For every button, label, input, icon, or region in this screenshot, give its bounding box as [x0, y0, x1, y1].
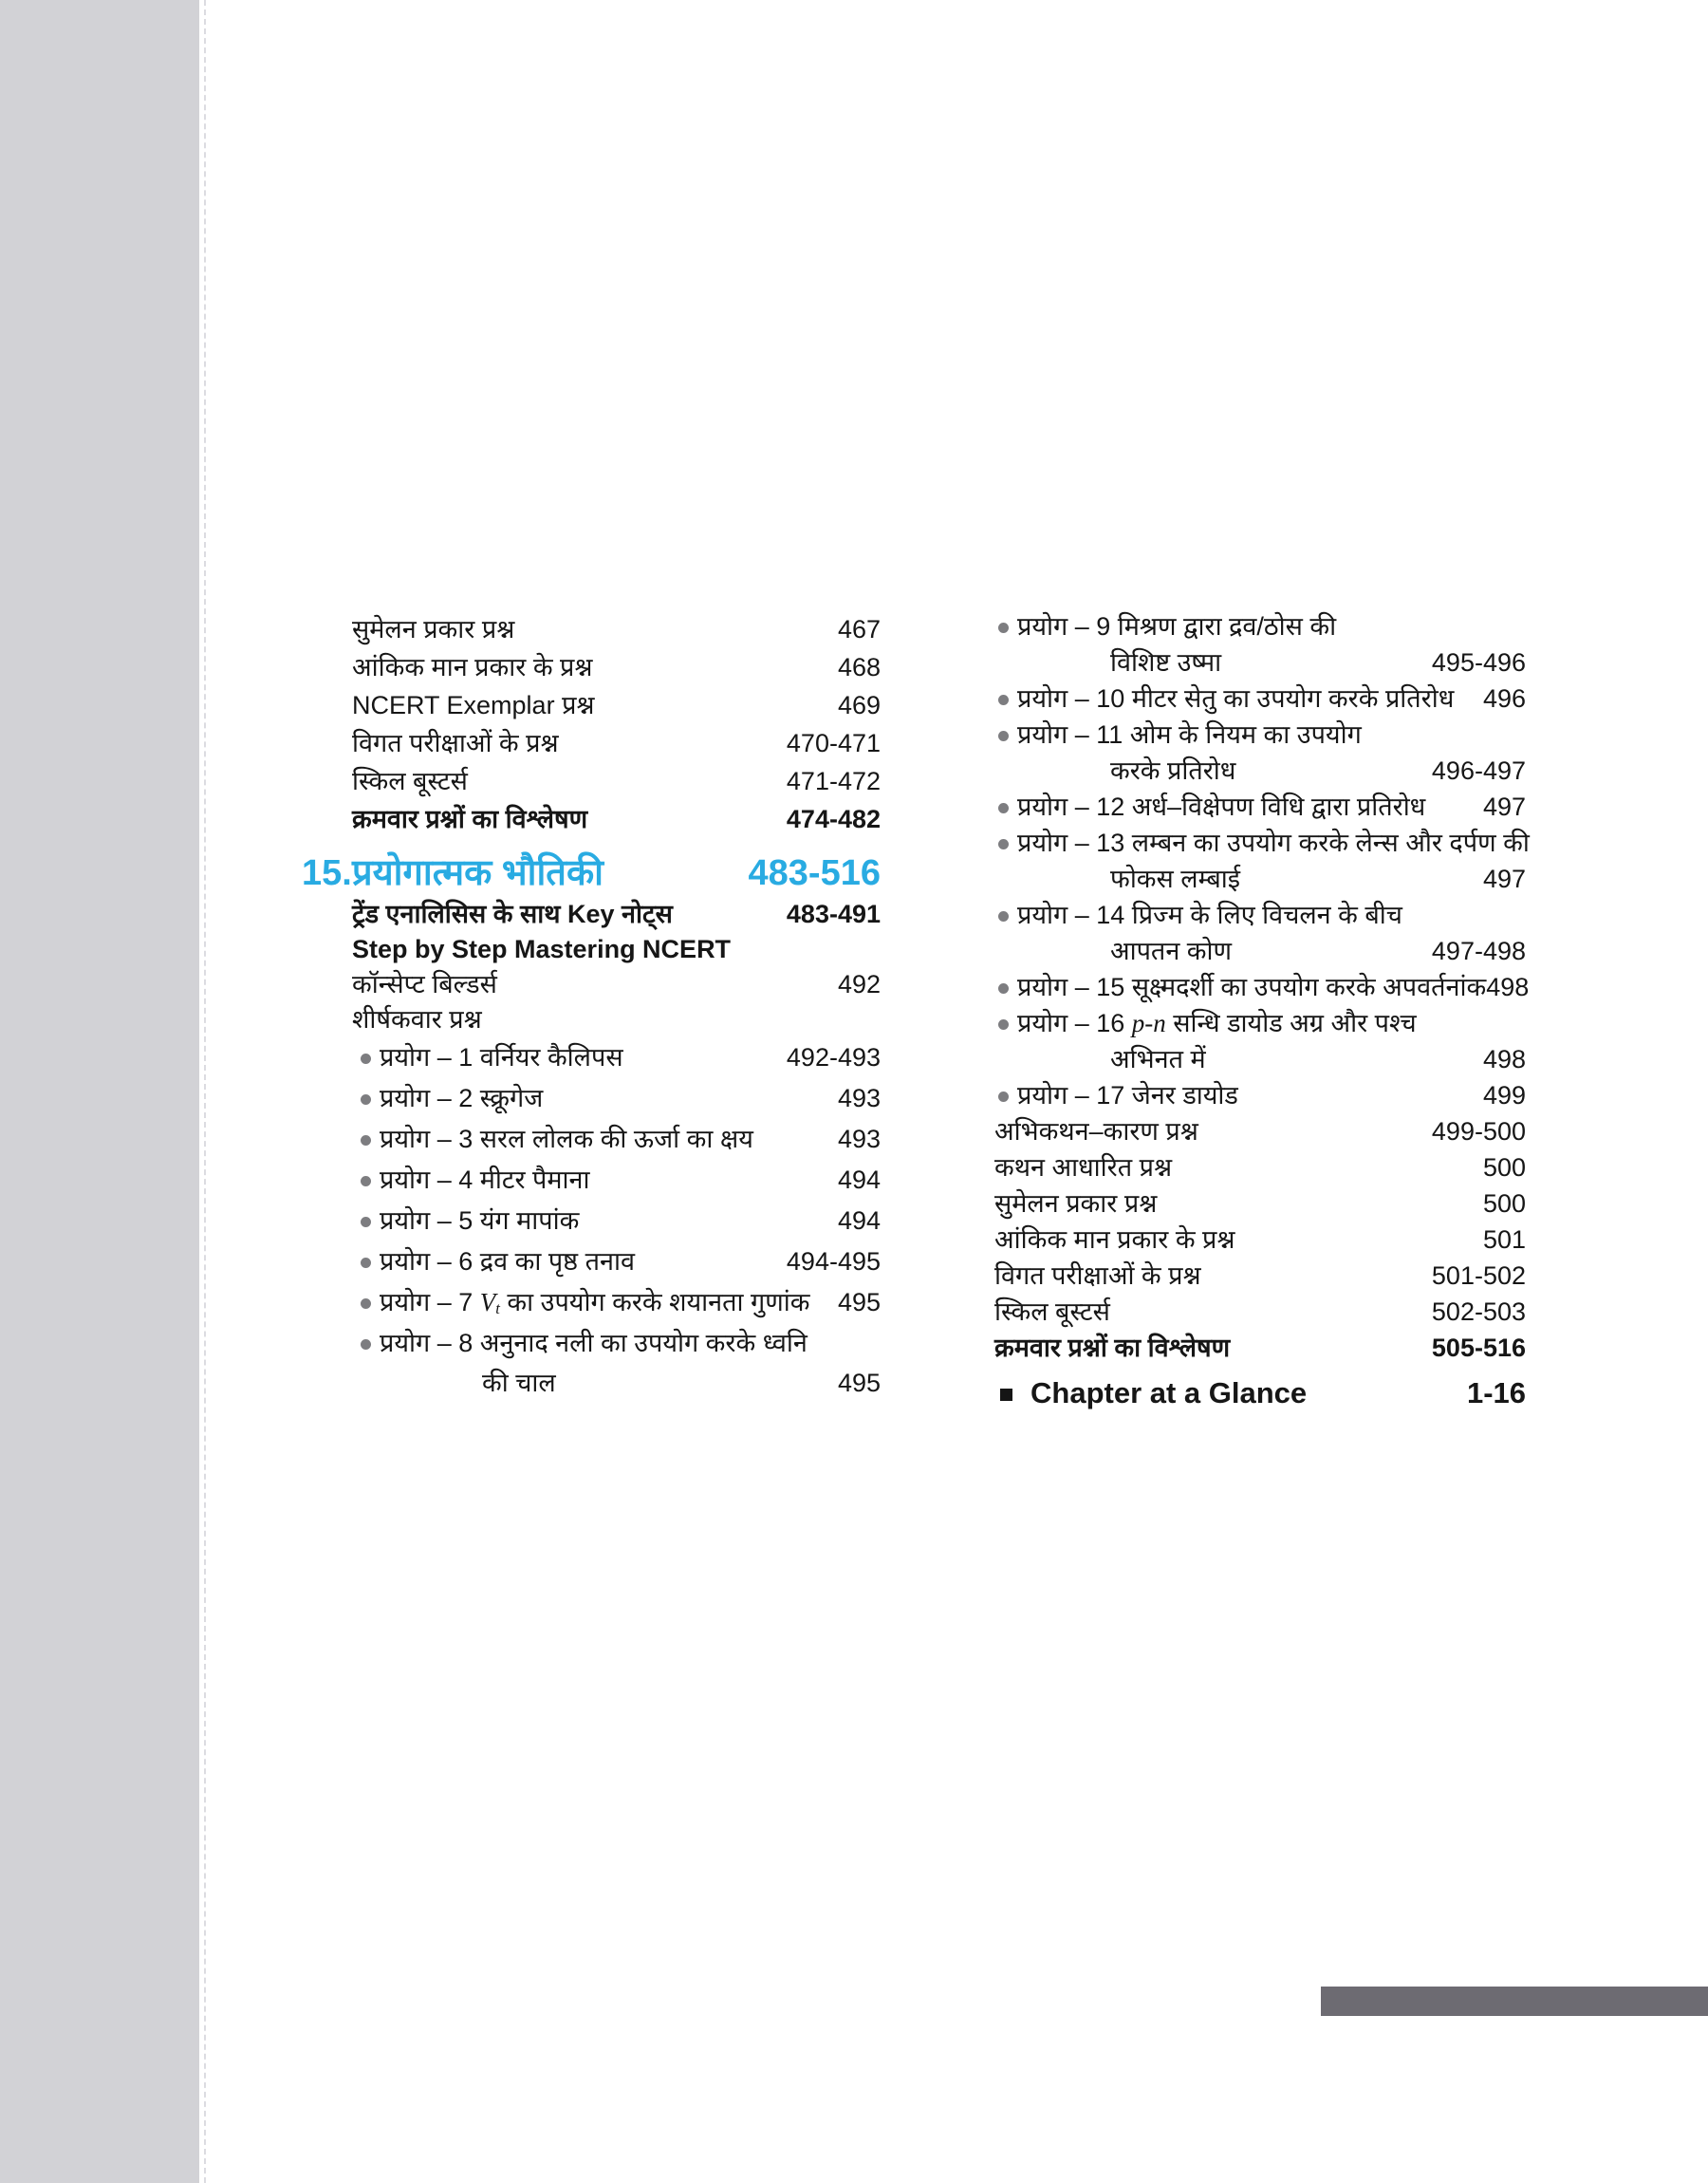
toc-entry [994, 1294, 1526, 1330]
toc-experiment-entry [994, 1005, 1526, 1041]
toc-experiment-entry [994, 825, 1530, 861]
entry-label [380, 1282, 838, 1326]
entry-pages: 483-491 [786, 900, 881, 928]
toc-entry [994, 1222, 1526, 1258]
entry-pages: 498 [1482, 1045, 1526, 1073]
bullet-icon [998, 1019, 1009, 1030]
entry-label: प्रयोग – 10 मीटर सेतु का उपयोग करके प्रतिरोध [1017, 684, 1455, 713]
entry-label: NCERT Exemplar प्रश्न [352, 691, 595, 719]
entry-pages: 470-471 [786, 729, 881, 757]
toc-entry-continuation [994, 1041, 1526, 1077]
entry-pages: 499-500 [1431, 1117, 1526, 1146]
toc-experiment-entry [994, 608, 1526, 644]
entry-label: प्रयोग – 15 सूक्ष्मदर्शी का उपयोग करके अपवर्तनांक [1017, 973, 1487, 1001]
toc-entry [994, 1185, 1526, 1222]
toc-right-column [994, 608, 1530, 1411]
bullet-icon [361, 1176, 371, 1186]
entry-pages: 496 [1482, 684, 1526, 713]
bullet-icon [998, 623, 1009, 633]
toc-experiment-entry [302, 1037, 881, 1078]
entry-pages: 494 [837, 1206, 881, 1235]
entry-pages: 474-482 [786, 805, 881, 833]
label-prefix: प्रयोग – 7 [380, 1288, 480, 1316]
toc-entry [994, 1258, 1526, 1294]
toc-experiment-entry [302, 1078, 881, 1119]
bullet-icon [998, 803, 1009, 813]
entry-label: आंकिक मान प्रकार के प्रश्न [352, 653, 593, 681]
entry-pages: 469 [837, 691, 881, 719]
footer-accent-bar [1321, 1987, 1708, 2016]
toc-entry [994, 1113, 1526, 1149]
entry-label: प्रयोग – 8 अनुनाद नली का उपयोग करके ध्वनि [380, 1329, 808, 1357]
entry-label: प्रयोग – 3 सरल लोलक की ऊर्जा का क्षय [380, 1125, 753, 1153]
toc-entry [994, 1330, 1526, 1366]
bullet-icon [998, 695, 1009, 705]
page-left-margin-strip [0, 0, 199, 2183]
toc-entry-continuation [994, 861, 1526, 897]
entry-label: प्रयोग – 6 द्रव का पृष्ठ तनाव [380, 1247, 635, 1276]
toc-entry [302, 1002, 881, 1037]
toc-entry [994, 1149, 1526, 1185]
toc-experiment-entry [302, 1201, 881, 1241]
toc-entry [302, 724, 881, 762]
bullet-icon [998, 911, 1009, 922]
toc-entry-continuation [994, 753, 1526, 789]
entry-label: प्रयोग – 2 स्क्रूगेज [380, 1084, 544, 1112]
entry-label: प्रयोग – 4 मीटर पैमाना [380, 1166, 590, 1194]
toc-entry [302, 686, 881, 724]
entry-label: कथन आधारित प्रश्न [994, 1153, 1173, 1182]
toc-experiment-entry [994, 681, 1526, 717]
margin-dashed-line [204, 0, 206, 2183]
toc-entry [302, 762, 881, 800]
math-variable: p-n [1131, 1009, 1166, 1037]
toc-entry [302, 800, 881, 838]
entry-pages: 498 [1486, 973, 1530, 1001]
entry-pages: 495 [837, 1288, 881, 1316]
entry-label: विगत परीक्षाओं के प्रश्न [352, 729, 559, 757]
label-suffix: सन्धि डायोड अग्र और पश्च [1165, 1009, 1417, 1037]
entry-label: शीर्षकवार प्रश्न [352, 1005, 482, 1034]
entry-pages: 496-497 [1431, 756, 1526, 785]
entry-label-line2: अभिनत में [1110, 1045, 1206, 1073]
entry-pages: 497 [1482, 793, 1526, 821]
entry-pages: 502-503 [1431, 1297, 1526, 1326]
bullet-icon [998, 983, 1009, 994]
entry-pages: 499 [1482, 1081, 1526, 1110]
bullet-icon [361, 1054, 371, 1064]
label-suffix: का उपयोग करके शयानता गुणांक [499, 1288, 810, 1316]
toc-entry [302, 897, 881, 932]
entry-pages: 505-516 [1431, 1334, 1526, 1362]
entry-pages: 495 [837, 1369, 881, 1397]
entry-label: प्रयोग – 1 वर्नियर कैलिपस [380, 1043, 623, 1072]
entry-label: सुमेलन प्रकार प्रश्न [352, 615, 515, 644]
entry-label-line2: आपतन कोण [1110, 937, 1233, 965]
toc-experiment-entry [302, 1282, 881, 1323]
toc-experiment-entry [302, 1241, 881, 1282]
entry-label: प्रयोग – 11 ओम के नियम का उपयोग [1017, 720, 1362, 749]
entry-label: ट्रेंड एनालिसिस के साथ Key नोट्स [352, 900, 673, 928]
entry-pages: 497-498 [1431, 937, 1526, 965]
entry-label: क्रमवार प्रश्नों का विश्लेषण [994, 1334, 1231, 1362]
entry-pages: 495-496 [1431, 648, 1526, 677]
entry-pages: 501 [1482, 1225, 1526, 1254]
chapter-pages: 483-516 [748, 853, 881, 893]
toc-entry [302, 610, 881, 648]
entry-label: सुमेलन प्रकार प्रश्न [994, 1189, 1158, 1218]
bullet-icon [998, 839, 1009, 849]
entry-pages: 501-502 [1431, 1261, 1526, 1290]
toc-entry-continuation [994, 933, 1526, 969]
entry-label: प्रयोग – 13 लम्बन का उपयोग करके लेन्स और दर्पण की [1017, 829, 1530, 857]
entry-label: अभिकथन–कारण प्रश्न [994, 1117, 1198, 1146]
chapter-at-a-glance-entry [994, 1375, 1526, 1411]
entry-label: प्रयोग – 5 यंग मापांक [380, 1206, 580, 1235]
toc-experiment-entry [994, 717, 1526, 753]
bullet-icon [361, 1217, 371, 1227]
entry-label [1017, 1005, 1526, 1041]
bullet-icon [361, 1339, 371, 1350]
entry-label: प्रयोग – 14 प्रिज्म के लिए विचलन के बीच [1017, 901, 1402, 929]
entry-label: प्रयोग – 17 जेनर डायोड [1017, 1081, 1238, 1110]
label-prefix: प्रयोग – 16 [1017, 1009, 1132, 1037]
entry-pages: 1-16 [1466, 1376, 1526, 1409]
entry-label-line2: की चाल [482, 1369, 556, 1397]
entry-pages: 492-493 [786, 1043, 881, 1072]
toc-entry [302, 967, 881, 1002]
toc-experiment-entry [994, 969, 1530, 1005]
entry-pages: 471-472 [786, 767, 881, 795]
entry-pages: 467 [837, 615, 881, 644]
entry-label: प्रयोग – 12 अर्ध–विक्षेपण विधि द्वारा प्रतिरोध [1017, 793, 1426, 821]
entry-label-line2: विशिष्ट उष्मा [1110, 648, 1222, 677]
bullet-icon [361, 1094, 371, 1105]
entry-label-line2: फोकस लम्बाई [1110, 865, 1241, 893]
entry-pages: 494 [837, 1166, 881, 1194]
bullet-icon [998, 731, 1009, 741]
chapter-title: प्रयोगात्मक भौतिकी [352, 853, 603, 893]
entry-label: Chapter at a Glance [1030, 1376, 1308, 1409]
entry-label: क्रमवार प्रश्नों का विश्लेषण [352, 805, 588, 833]
entry-label: स्किल बूस्टर्स [994, 1297, 1110, 1326]
bullet-icon [361, 1298, 371, 1309]
entry-pages: 493 [837, 1084, 881, 1112]
toc-experiment-entry [994, 1077, 1526, 1113]
bullet-icon [361, 1258, 371, 1268]
entry-label: विगत परीक्षाओं के प्रश्न [994, 1261, 1201, 1290]
chapter-heading [302, 849, 881, 897]
bullet-icon [998, 1092, 1009, 1102]
toc-entry-continuation [994, 644, 1526, 681]
toc-entry [302, 648, 881, 686]
math-subscript: t [495, 1299, 500, 1317]
entry-pages: 468 [837, 653, 881, 681]
entry-pages: 493 [837, 1125, 881, 1153]
toc-experiment-entry [302, 1323, 881, 1364]
toc-experiment-entry [302, 1119, 881, 1160]
entry-label: स्किल बूस्टर्स [352, 767, 468, 795]
toc-experiment-entry [994, 789, 1526, 825]
math-variable: V [479, 1288, 496, 1316]
toc-experiment-entry [302, 1160, 881, 1201]
toc-entry [302, 932, 881, 967]
entry-label: कॉन्सेप्ट बिल्डर्स [352, 970, 497, 998]
entry-label: Step by Step Mastering NCERT [352, 935, 732, 963]
entry-pages: 492 [837, 970, 881, 998]
chapter-number: 15. [302, 853, 352, 893]
toc-left-column [302, 610, 881, 1402]
entry-pages: 497 [1482, 865, 1526, 893]
bullet-icon [361, 1135, 371, 1146]
toc-entry-continuation [302, 1364, 881, 1402]
entry-label: प्रयोग – 9 मिश्रण द्वारा द्रव/ठोस की [1017, 612, 1337, 641]
entry-pages: 500 [1482, 1153, 1526, 1182]
entry-label-line2: करके प्रतिरोध [1110, 756, 1236, 785]
toc-experiment-entry [994, 897, 1526, 933]
square-bullet-icon [1000, 1389, 1012, 1401]
entry-pages: 494-495 [786, 1247, 881, 1276]
entry-label: आंकिक मान प्रकार के प्रश्न [994, 1225, 1235, 1254]
entry-pages: 500 [1482, 1189, 1526, 1218]
